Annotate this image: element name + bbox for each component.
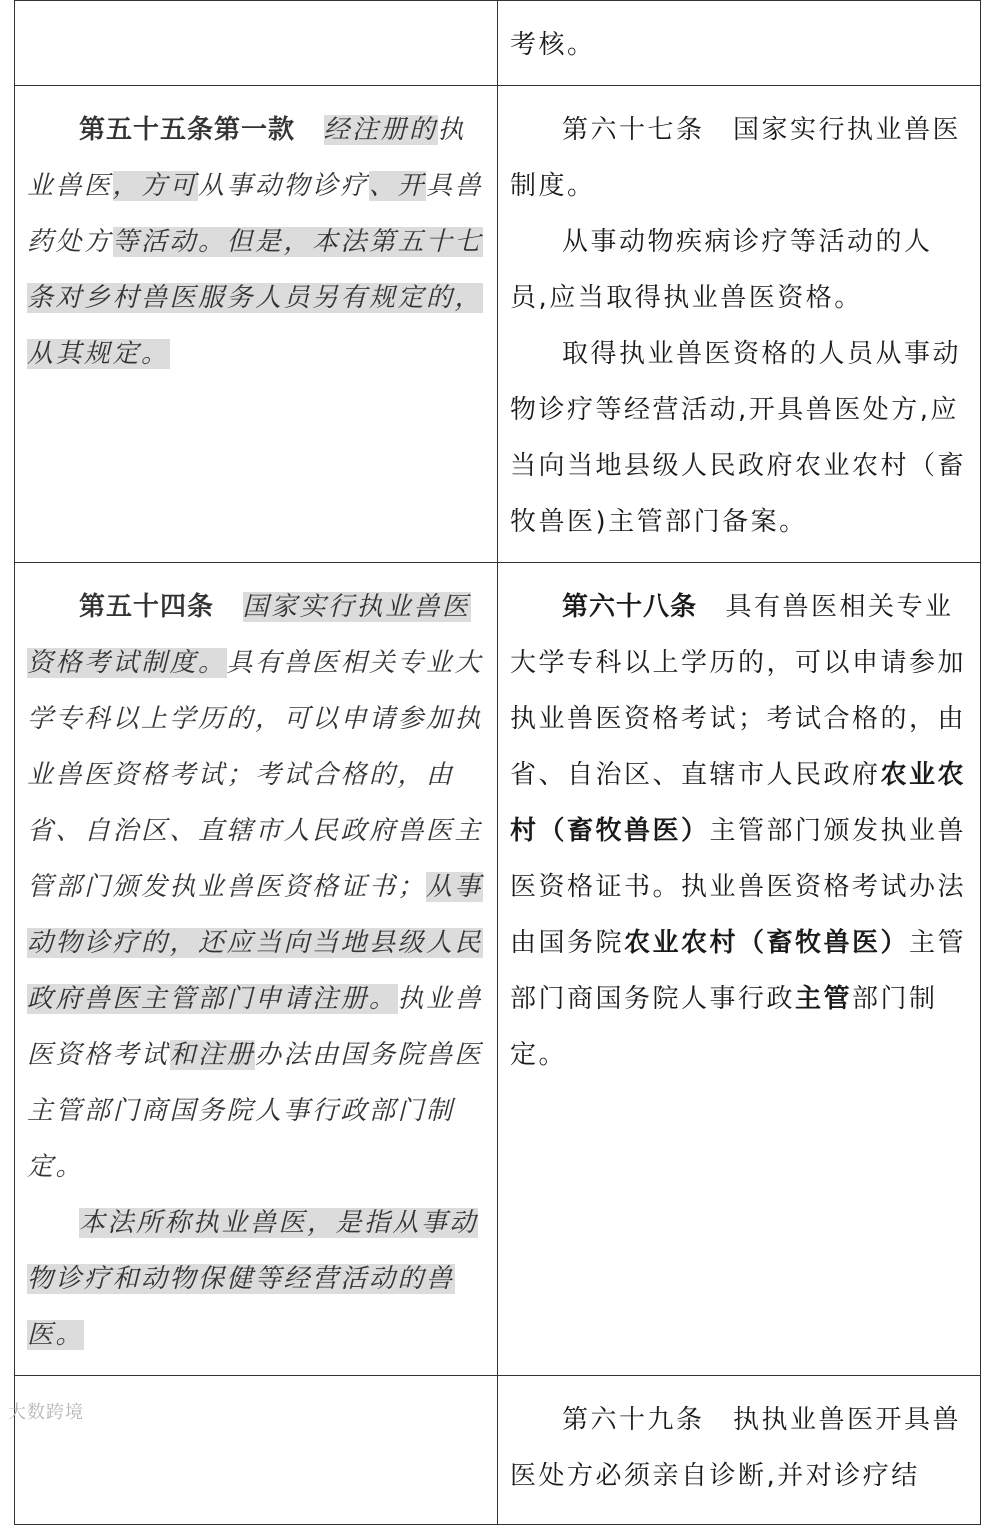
text-segment: 农业农村（畜牧兽医） [624, 928, 910, 958]
highlighted-text: 经注册的 [323, 115, 438, 145]
highlighted-text: 本法所称执业兽医，是指从事动物诊疗和动物保健等经营活动的兽医。 [27, 1208, 479, 1350]
highlighted-text: 等活动。但是，本法第五十七条对乡村兽医服务人员另有规定的，从其规定。 [27, 227, 484, 369]
text-segment [295, 115, 324, 145]
paragraph [510, 579, 970, 1083]
highlighted-text: ，方可 [112, 171, 199, 201]
paragraph [510, 214, 970, 326]
text-segment: 执业兽医资格考试 [27, 984, 484, 1070]
paragraph [27, 102, 487, 382]
old-law-cell [15, 563, 498, 1376]
paragraph [510, 1392, 970, 1504]
article-number: 第五十四条 [79, 592, 215, 622]
text-segment: 具有兽医相关专业大学专科以上学历的，可以申请参加执业兽医资格考试；考试合格的，由省、自治区、直辖市人民政府兽医主管部门颁发执业兽医资格证书； [27, 648, 484, 902]
text-segment [214, 592, 243, 622]
highlighted-text: 和注册 [169, 1040, 256, 1070]
highlighted-text: 国家实行执业兽医资格考试制度。 [27, 592, 471, 678]
paragraph [510, 17, 970, 73]
new-law-cell [498, 86, 981, 563]
new-law-cell [498, 1376, 981, 1525]
table-row [15, 563, 981, 1376]
paragraph [510, 326, 970, 550]
text-segment: 具兽药处方 [27, 171, 484, 257]
table-row [15, 86, 981, 563]
text-segment: 从事动物诊疗 [198, 171, 370, 201]
comparison-table [14, 0, 981, 1525]
paragraph [27, 579, 487, 1195]
paragraph [510, 102, 970, 214]
text-segment: 部门制定。 [510, 984, 938, 1070]
text-segment: 考核。 [510, 30, 596, 60]
watermark: 大数跨境 [8, 1402, 84, 1423]
old-law-cell [15, 1376, 498, 1525]
new-law-cell [498, 563, 981, 1376]
text-segment: 从事动物疾病诊疗等活动的人员,应当取得执业兽医资格。 [510, 227, 933, 313]
text-segment: 第六十九条 执执业兽医开具兽医处方必须亲自诊断,并对诊疗结 [510, 1405, 962, 1491]
highlighted-text: 、开 [369, 171, 427, 201]
text-segment: 办法由国务院兽医主管部门商国务院人事行政部门制定。 [27, 1040, 484, 1182]
article-number: 第六十八条 [562, 592, 698, 622]
text-segment: 第六十七条 国家实行执业兽医制度。 [510, 115, 962, 201]
text-segment: 主管部门颁发执业兽医资格证书。执业兽医资格考试办法由国务院 [510, 816, 967, 958]
text-segment: 执业兽医 [27, 115, 467, 201]
text-segment: 农业农村（畜牧兽医） [510, 760, 967, 846]
highlighted-text: 从事动物诊疗的，还应当向当地县级人民政府兽医主管部门申请注册。 [27, 872, 484, 1014]
new-law-cell [498, 1, 981, 86]
text-segment: 取得执业兽医资格的人员从事动物诊疗等经营活动,开具兽医处方,应当向当地县级人民政府农业农村（畜牧兽医)主管部门备案。 [510, 339, 967, 537]
old-law-cell [15, 1, 498, 86]
table-row [15, 1376, 981, 1525]
old-law-cell [15, 86, 498, 563]
text-segment: 具有兽医相关专业大学专科以上学历的，可以申请参加执业兽医资格考试；考试合格的，由省、自治区、直辖市人民政府 [510, 592, 967, 790]
text-segment: 主管 [795, 984, 853, 1014]
table-row [15, 1, 981, 86]
text-segment: 主管部门商国务院人事行政 [510, 928, 967, 1014]
article-number: 第五十五条第一款 [79, 115, 296, 145]
paragraph [27, 1195, 487, 1363]
